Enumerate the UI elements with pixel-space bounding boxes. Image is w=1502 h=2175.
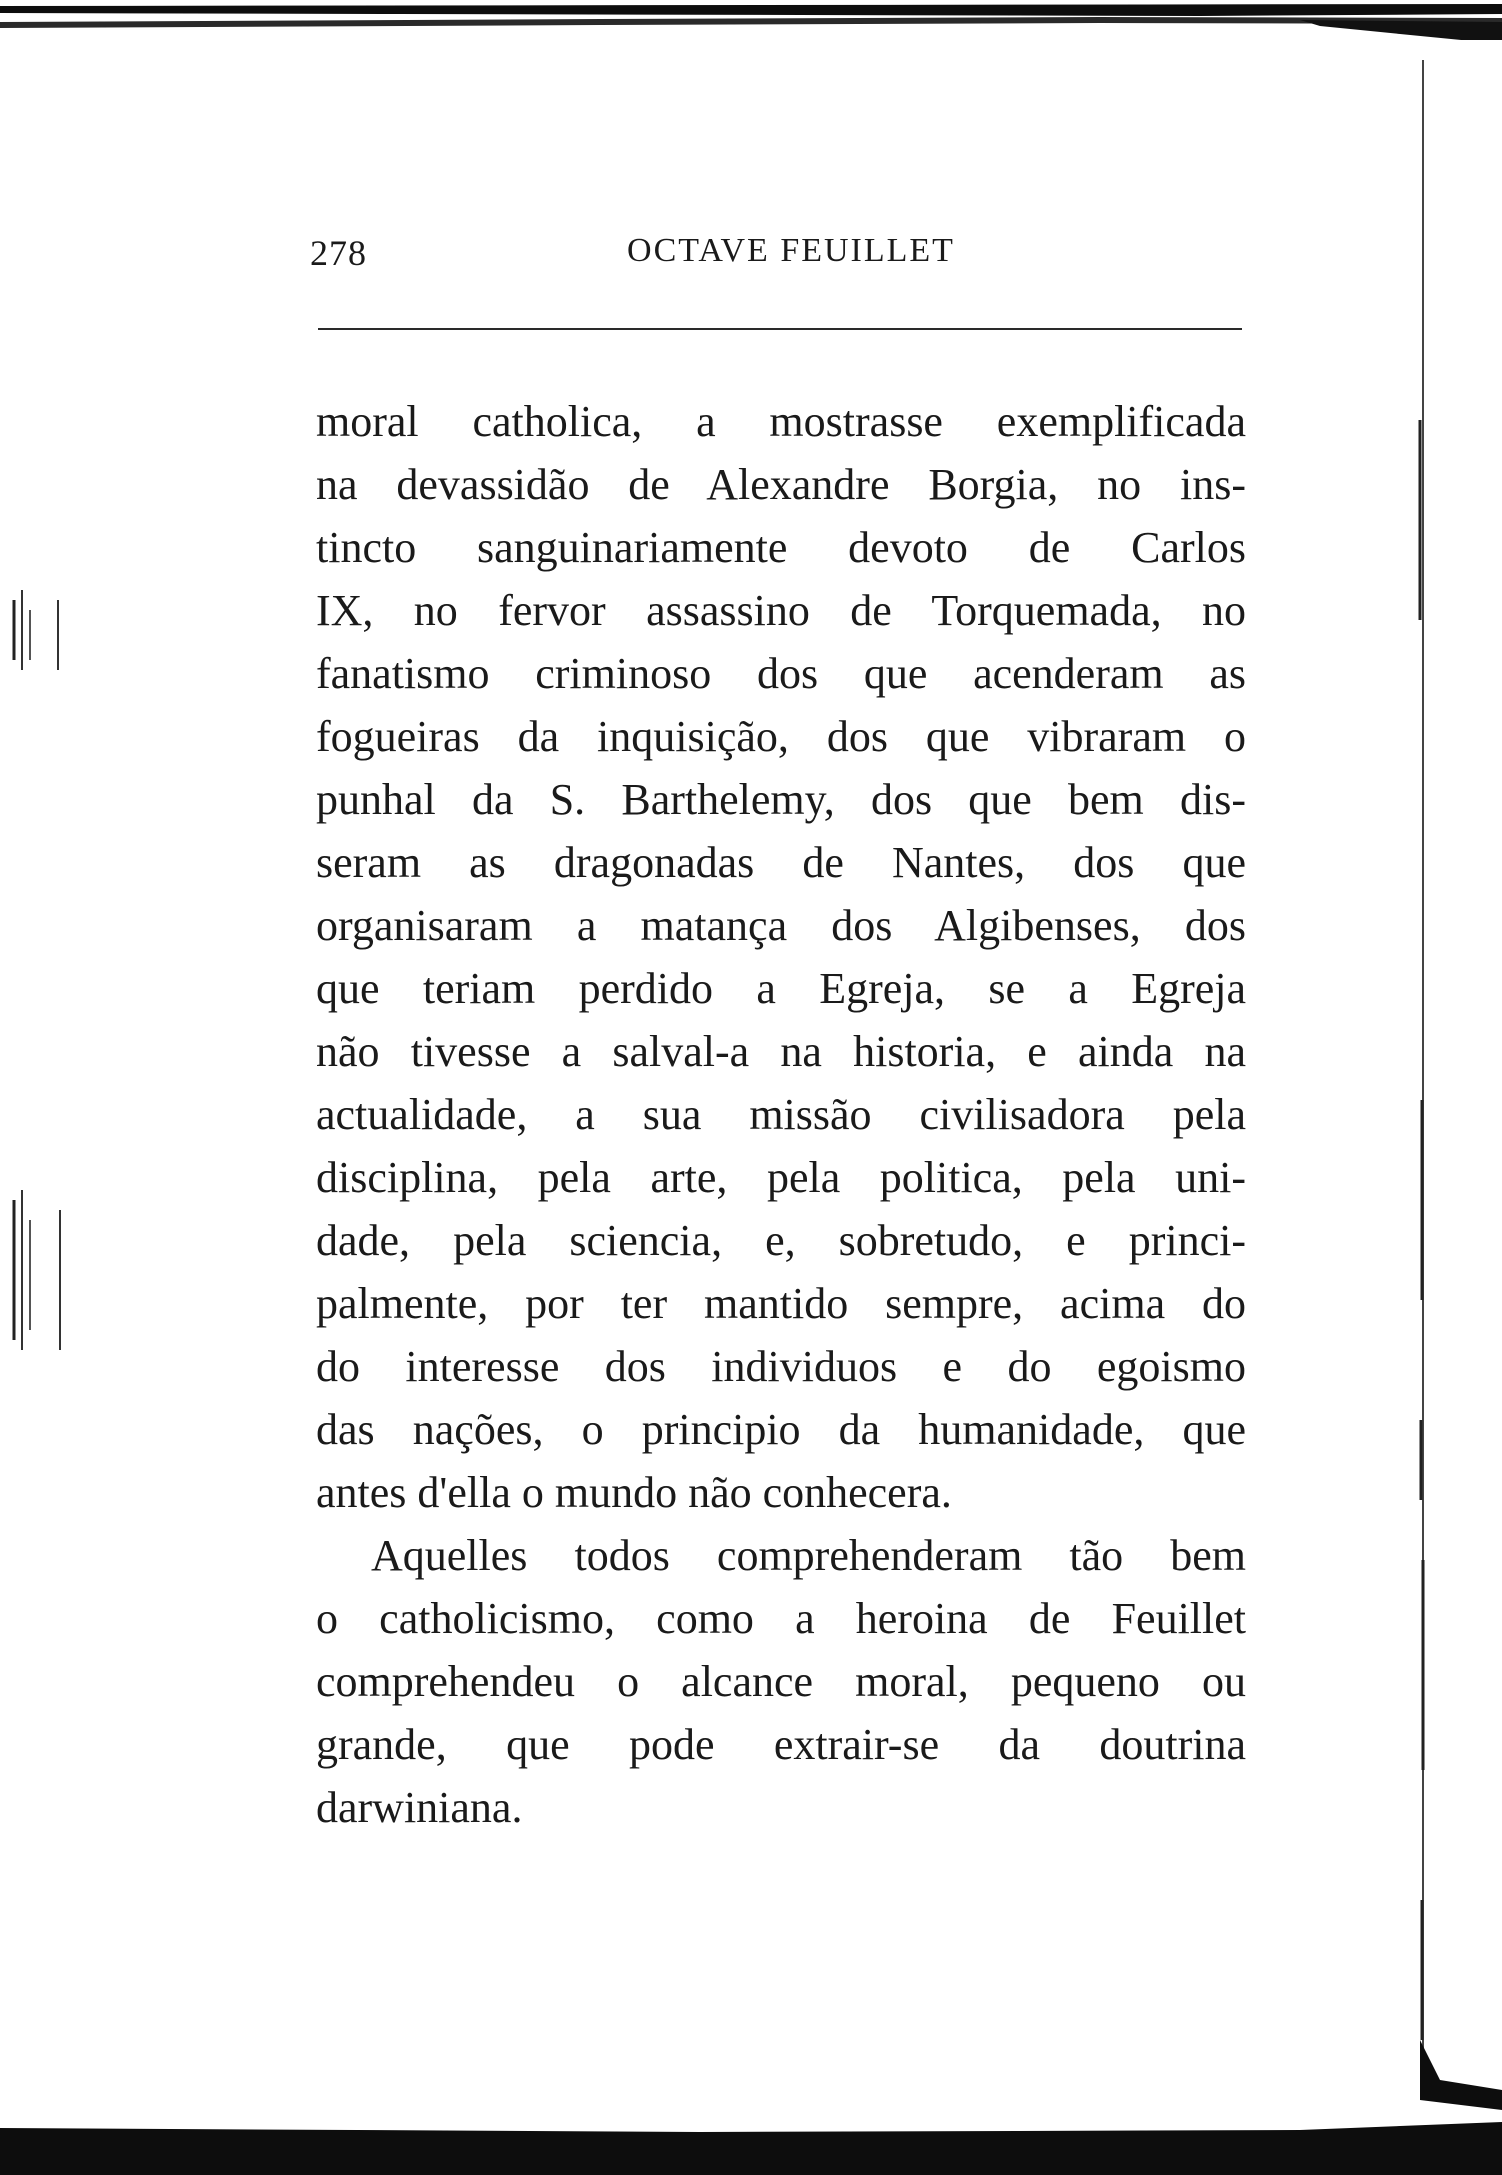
text-line: disciplina, pela arte, pela politica, pela uni-: [316, 1153, 1246, 1202]
text-line: comprehendeu o alcance moral, pequeno ou: [316, 1657, 1246, 1706]
text-line: das nações, o principio da humanidade, que: [316, 1405, 1246, 1454]
page-number: 278: [310, 233, 367, 273]
text-line: o catholicismo, como a heroina de Feuillet: [316, 1594, 1246, 1643]
text-line: actualidade, a sua missão civilisadora pela: [316, 1090, 1246, 1139]
text-line: não tivesse a salval-a na historia, e ainda na: [316, 1027, 1246, 1076]
scan-bottom-edge: [0, 2100, 1502, 2175]
text-line: na devassidão de Alexandre Borgia, no ins-: [316, 460, 1246, 509]
scan-top-edge: [0, 0, 1502, 40]
text-line: dade, pela sciencia, e, sobretudo, e princi-: [316, 1216, 1246, 1265]
scan-left-marks: [0, 560, 90, 1360]
text-line: grande, que pode extrair-se da doutrina: [316, 1720, 1246, 1769]
running-title: OCTAVE FEUILLET: [627, 232, 955, 269]
scan-right-edge: [1380, 0, 1502, 2175]
text-line: tincto sanguinariamente devoto de Carlos: [316, 523, 1246, 572]
running-head: [310, 232, 1242, 292]
text-line: palmente, por ter mantido sempre, acima do: [316, 1279, 1246, 1328]
text-line: fogueiras da inquisição, dos que vibraram o: [316, 712, 1246, 761]
text-line: Aquelles todos comprehenderam tão bem: [371, 1531, 1246, 1580]
header-rule: [318, 328, 1242, 330]
text-line: seram as dragonadas de Nantes, dos que: [316, 838, 1246, 887]
paragraph-2: [316, 1524, 1246, 1839]
paragraph-1: [316, 390, 1246, 1524]
text-line: fanatismo criminoso dos que acenderam as: [316, 649, 1246, 698]
text-line: que teriam perdido a Egreja, se a Egreja: [316, 964, 1246, 1013]
text-line: punhal da S. Barthelemy, dos que bem dis-: [316, 775, 1246, 824]
text-line: IX, no fervor assassino de Torquemada, no: [316, 586, 1246, 635]
text-line: antes d'ella o mundo não conhecera.: [316, 1468, 952, 1517]
text-line: do interesse dos individuos e do egoismo: [316, 1342, 1246, 1391]
text-line: organisaram a matança dos Algibenses, dos: [316, 901, 1246, 950]
body-text: [316, 390, 1246, 1839]
text-line: darwiniana.: [316, 1783, 523, 1832]
text-line: moral catholica, a mostrasse exemplificada: [316, 397, 1246, 446]
